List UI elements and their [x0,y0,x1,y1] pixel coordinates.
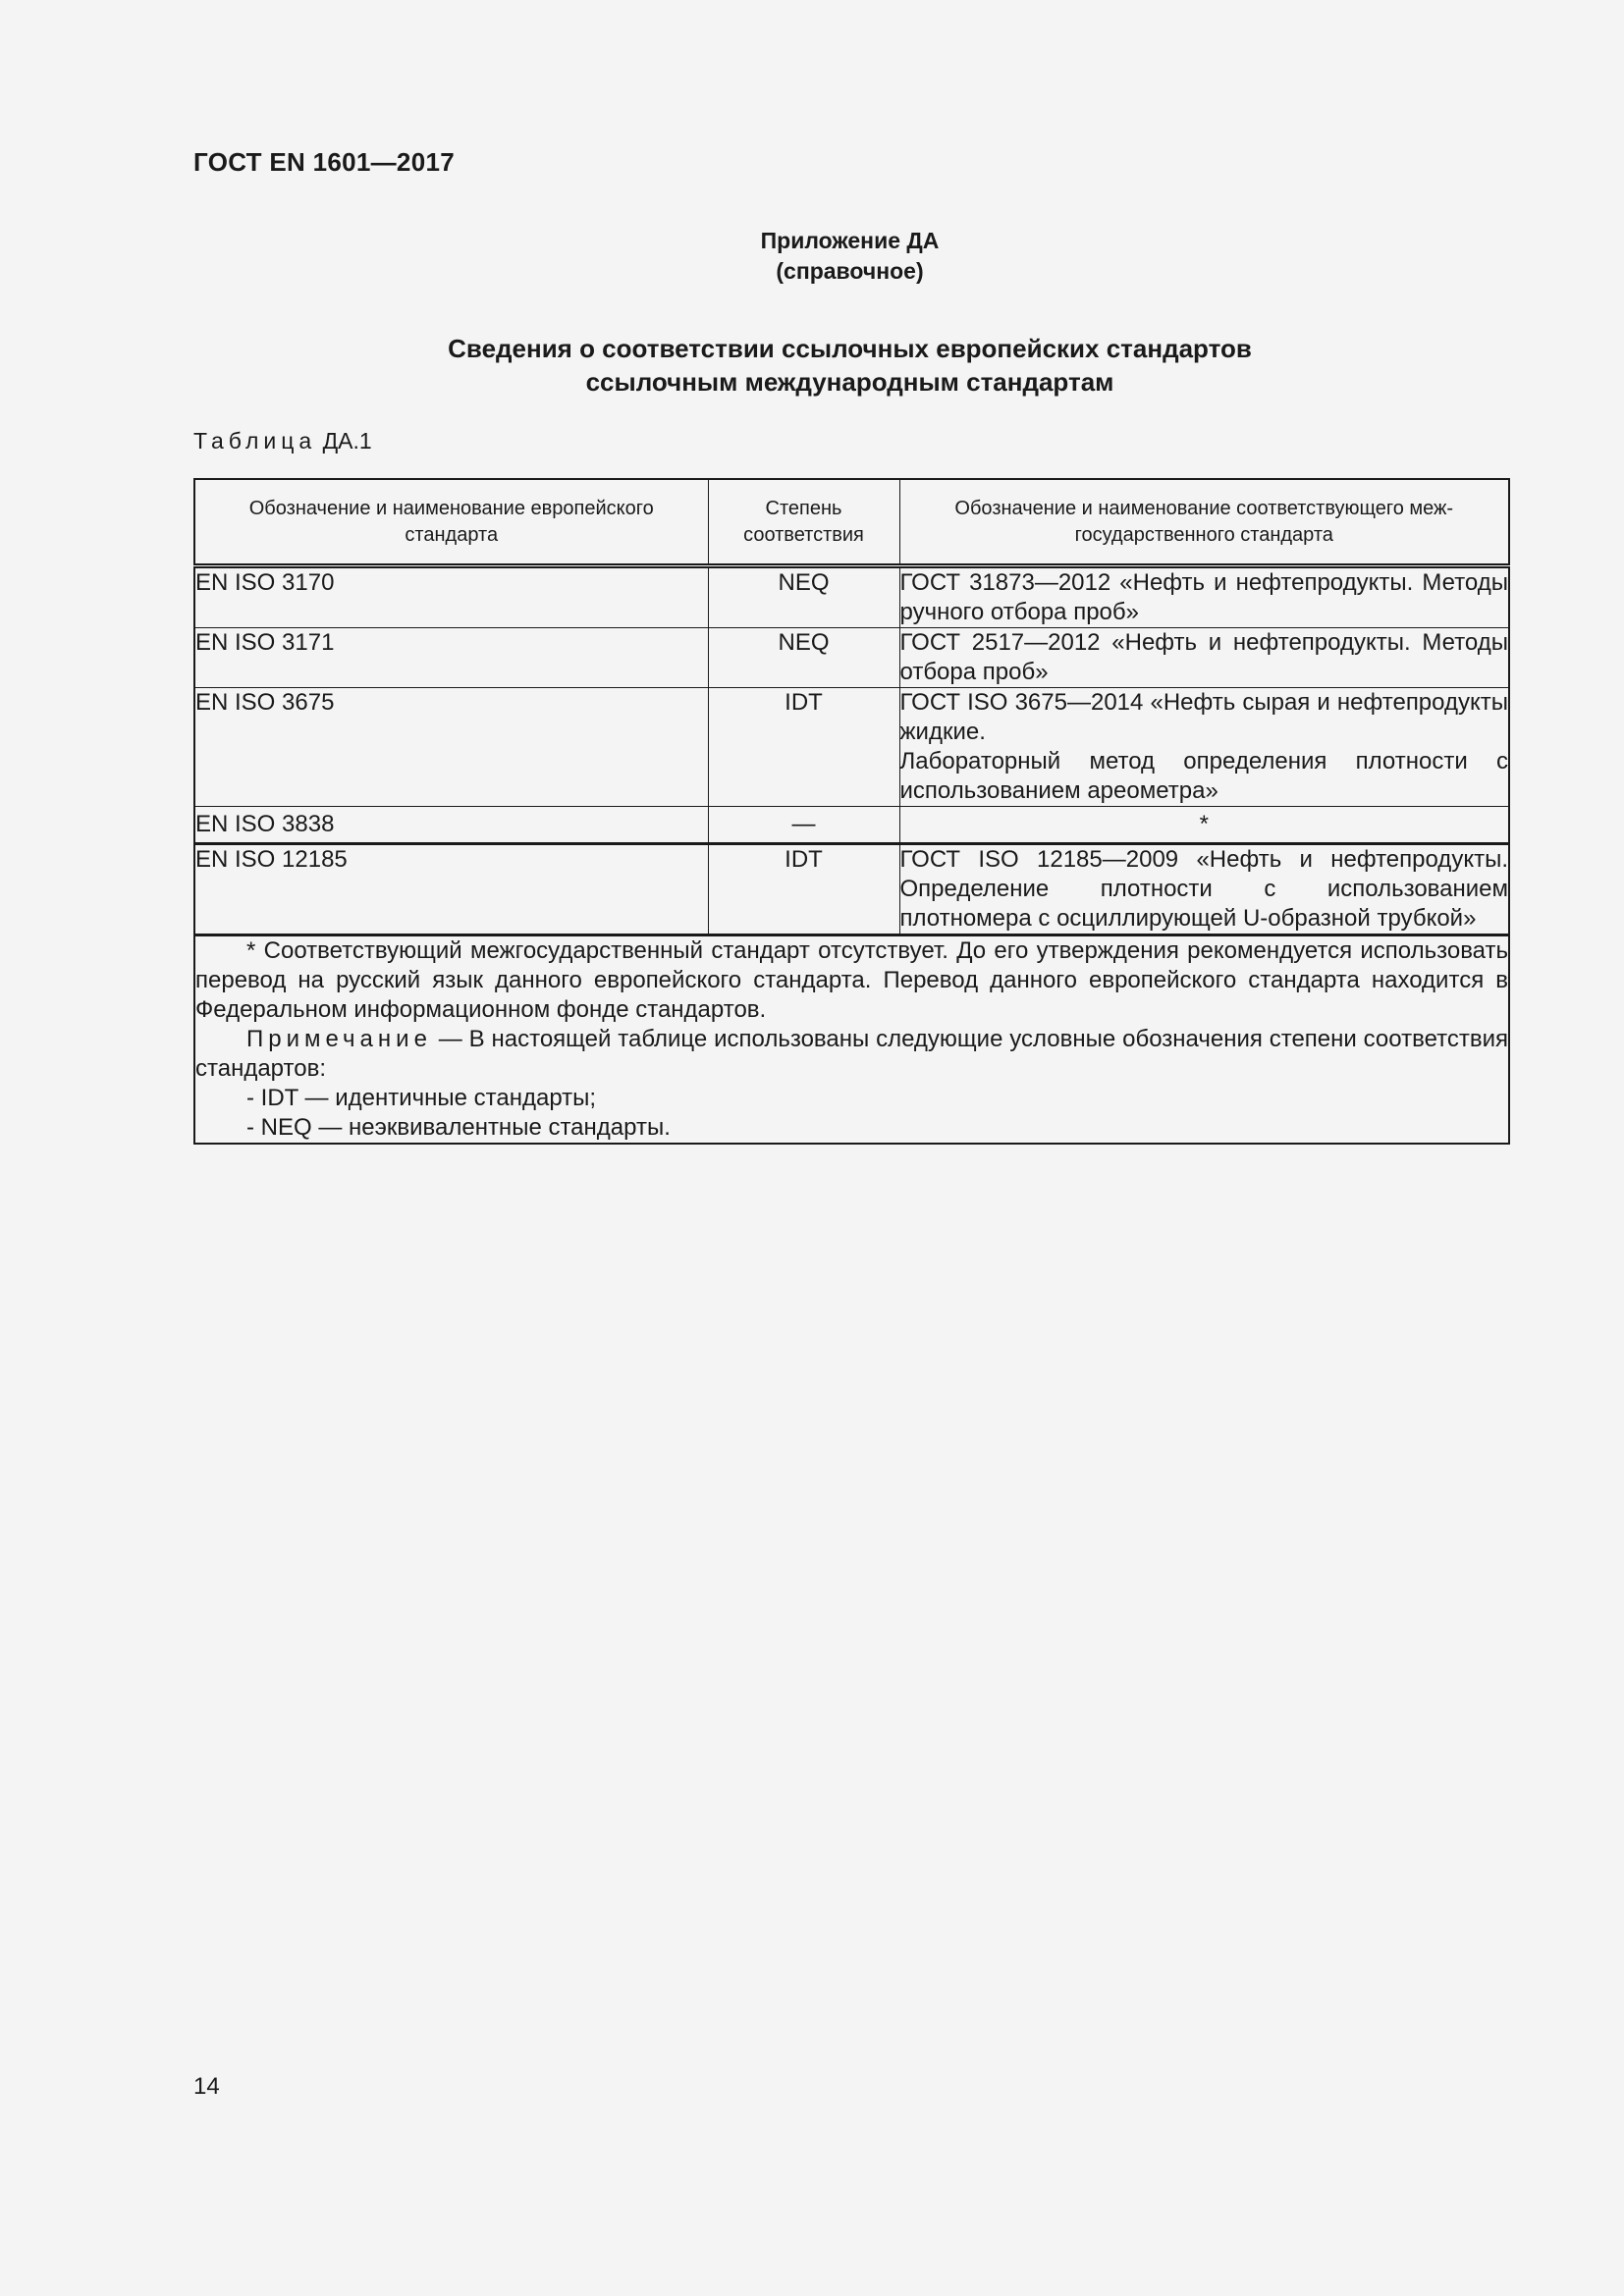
standards-table [193,478,1510,1145]
european-standard-cell: EN ISO 12185 [194,844,708,935]
degree-cell: — [708,807,899,844]
column-header-european-standard: Обозначение и наименование европейского стандарта [194,479,708,566]
degree-cell: IDT [708,688,899,807]
table-caption-prefix: Таблица [193,428,317,454]
european-standard-cell: EN ISO 3171 [194,628,708,688]
column-header-interstate-standard: Обозначение и наименование соответствующего меж-государственного стандарта [899,479,1509,566]
table-row [194,844,1509,935]
note-text: — В настоящей таблице использованы следующие условные обозначения степени соответствия стандартов: [195,1026,1508,1082]
table-notes [194,935,1509,1145]
note-list-item: - NEQ — неэквивалентные стандарты. [246,1114,671,1141]
section-heading-line-2: ссылочным международным стандартам [585,367,1114,397]
interstate-standard-cell: ГОСТ 31873—2012 «Нефть и нефтепродукты. Методы ручного отбора проб» [899,566,1509,628]
european-standard-cell: EN ISO 3838 [194,807,708,844]
note-list-item: - IDT — идентичные стандарты; [246,1085,597,1111]
degree-cell: NEQ [708,628,899,688]
column-header-degree: Степень соответствия [708,479,899,566]
appendix-name: Приложение ДА [760,228,940,253]
interstate-standard-cell: ГОСТ ISO 12185—2009 «Нефть и нефтепродукты. Определение плотности с использованием плотномера с осциллирующей U-образной трубкой» [899,844,1509,935]
table-header-row [194,479,1509,566]
european-standard-cell: EN ISO 3170 [194,566,708,628]
note [195,1025,1508,1084]
appendix-status: (справочное) [776,258,924,284]
note-label: Примечание [246,1026,432,1052]
table-caption-number: ДА.1 [322,428,372,454]
interstate-standard-text-continued: Лабораторный метод определения плотности с использованием ареометра» [899,748,1508,804]
degree-cell: IDT [708,844,899,935]
footnote: * Соответствующий межгосударственный стандарт отсутствует. До его утверждения рекомендуется использовать перевод на русский язык данного европейского стандарта. Перевод данного европейского стандарта находится в Федеральном информационном фонде стандартов. [195,937,1508,1023]
document-code: ГОСТ EN 1601—2017 [193,147,455,177]
section-heading-line-1: Сведения о соответствии ссылочных европейских стандартов [448,334,1252,363]
table-row [194,566,1509,628]
interstate-standard-cell: ГОСТ 2517—2012 «Нефть и нефтепродукты. Методы отбора проб» [899,628,1509,688]
table-row [194,628,1509,688]
table-row [194,688,1509,807]
interstate-standard-cell: * [899,807,1509,844]
table-row [194,807,1509,844]
appendix-title [0,226,1624,287]
section-heading [0,332,1624,399]
degree-cell: NEQ [708,566,899,628]
european-standard-cell: EN ISO 3675 [194,688,708,807]
table-caption [193,428,372,454]
page-number: 14 [193,2073,220,2100]
interstate-standard-text: ГОСТ ISO 3675—2014 «Нефть сырая и нефтепродукты жидкие. [899,689,1508,745]
table-notes-row [194,935,1509,1145]
interstate-standard-cell [899,688,1509,807]
